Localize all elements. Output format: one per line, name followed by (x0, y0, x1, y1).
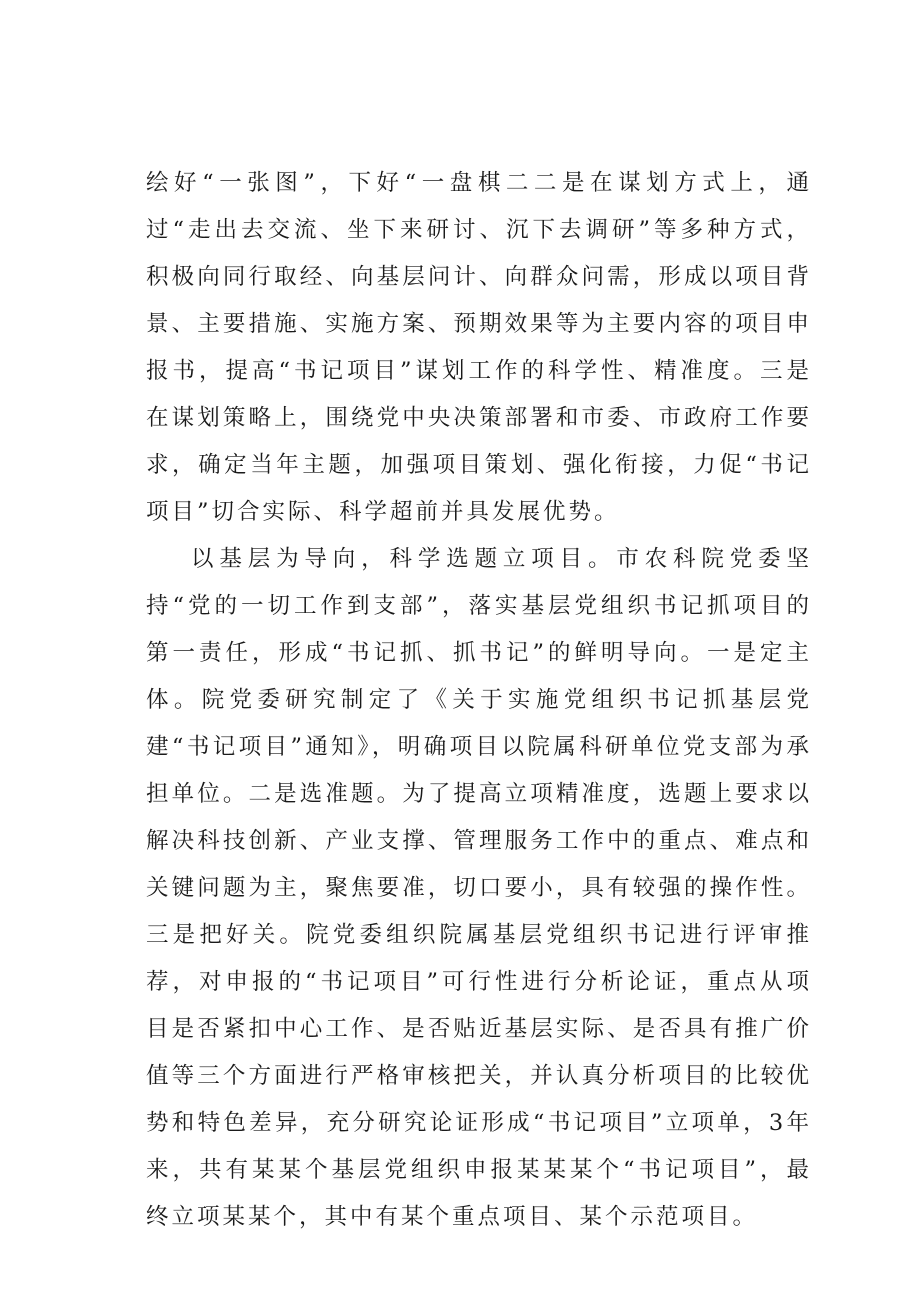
paragraph-continuation: 绘好“一张图”，下好“一盘棋二二是在谋划方式上，通过“走出去交流、坐下来研讨、沉下去调研”等多种方式，积极向同行取经、向基层问计、向群众问需，形成以项目背景、主要措施、实施方案、预期效果等为主要内容的项目申报书，提高“书记项目”谋划工作的科学性、精准度。三是在谋划策略上，围绕党中央决策部署和市委、市政府工作要求，确定当年主题，加强项目策划、强化衔接，力促“书记项目”切合实际、科学超前并具发展优势。 (146, 170, 812, 525)
paragraph-basic-level-orientation: 以基层为导向，科学选题立项目。市农科院党委坚持“党的一切工作到支部”，落实基层党组织书记抓项目的第一责任，形成“书记抓、抓书记”的鲜明导向。一是定主体。院党委研究制定了《关于实施党组织书记抓基层党建“书记项目”通知》，明确项目以院属科研单位党支部为承担单位。二是选准题。为了提高立项精准度，选题上要求以解决科技创新、产业支撑、管理服务工作中的重点、难点和关键问题为主，聚焦要准，切口要小，具有较强的操作性。三是把好关。院党委组织院属基层党组织书记进行评审推荐，对申报的“书记项目”可行性进行分析论证，重点从项目是否紧扣中心工作、是否贴近基层实际、是否具有推广价值等三个方面进行严格审核把关，并认真分析项目的比较优势和特色差异，充分研究论证形成“书记项目”立项单，3年来，共有某某个基层党组织申报某某某个“书记项目”，最终立项某某个，其中有某个重点项目、某个示范项目。 (146, 546, 812, 1230)
document-body (146, 160, 812, 1241)
